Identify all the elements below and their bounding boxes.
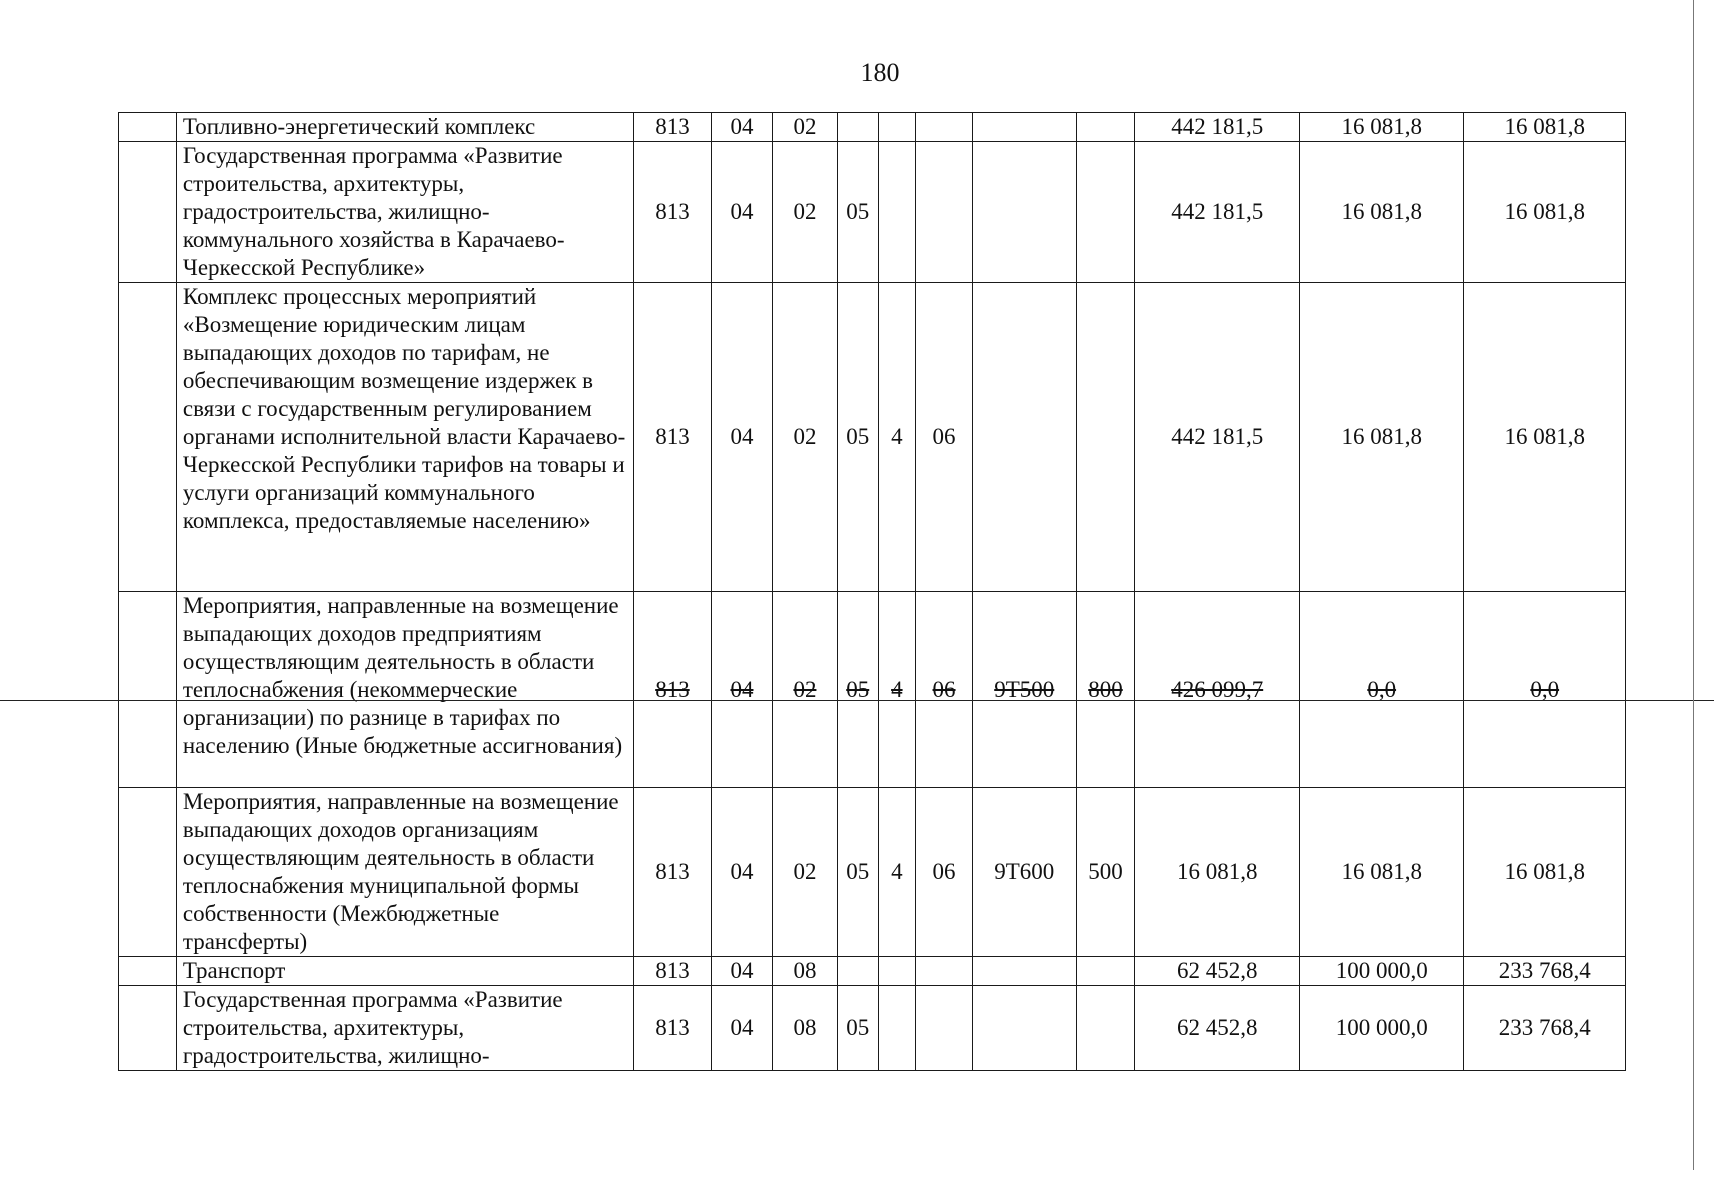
code-complex [916,113,973,142]
code-program: 05 [837,986,878,1071]
row-index-cell [119,113,177,142]
item-name: Мероприятия, направленные на возмещение выпадающих доходов предприятиям осуществляющим деятельность в области теплоснабжения (некоммерческие организации) по разнице в тарифах по населению (Иные бюджетные ассигнования) [176,592,633,788]
code-expense-type: 500 [1076,788,1135,957]
code-subsection: 08 [772,957,837,986]
amount-year-3: 16 081,8 [1464,113,1626,142]
code-section: 04 [712,142,773,283]
code-program [837,957,878,986]
code-section: 04 [712,788,773,957]
item-name: Мероприятия, направленные на возмещение выпадающих доходов организациям осуществляющим деятельность в области теплоснабжения муниципальной формы собственности (Межбюджетные трансферты) [176,788,633,957]
code-admin: 813 [633,986,711,1071]
amount-year-2: 0,0 [1299,592,1464,788]
amount-year-2: 16 081,8 [1299,113,1464,142]
page-number: 180 [860,58,900,87]
code-type [878,986,916,1071]
code-type [878,113,916,142]
code-complex [916,957,973,986]
amount-year-1: 62 452,8 [1135,957,1300,986]
row-index-cell [119,986,177,1071]
code-expense-type: 800 [1076,592,1135,788]
code-section: 04 [712,113,773,142]
code-complex: 06 [916,283,973,592]
row-index-cell [119,957,177,986]
code-admin: 813 [633,283,711,592]
amount-year-1: 442 181,5 [1135,113,1300,142]
table-row [119,142,1626,283]
item-name: Государственная программа «Развитие строительства, архитектуры, градостроительства, жилищно- [176,986,633,1071]
table-row [119,986,1626,1071]
table-row [119,283,1626,592]
code-admin: 813 [633,113,711,142]
code-direction: 9Т600 [972,788,1076,957]
code-expense-type [1076,957,1135,986]
code-direction: 9Т500 [972,592,1076,788]
amount-year-1: 426 099,7 [1135,592,1300,788]
row-index-cell [119,788,177,957]
item-name: Государственная программа «Развитие строительства, архитектуры, градостроительства, жилищно-коммунального хозяйства в Карачаево-Черкесской Республике» [176,142,633,283]
code-subsection: 02 [772,113,837,142]
code-complex: 06 [916,592,973,788]
code-complex [916,142,973,283]
code-admin: 813 [633,957,711,986]
amount-year-3: 16 081,8 [1464,142,1626,283]
code-section: 04 [712,283,773,592]
amount-year-1: 442 181,5 [1135,283,1300,592]
code-subsection: 02 [772,142,837,283]
code-subsection: 02 [772,283,837,592]
code-admin: 813 [633,592,711,788]
table-row [119,957,1626,986]
code-direction [972,142,1076,283]
amount-year-2: 16 081,8 [1299,788,1464,957]
amount-year-2: 100 000,0 [1299,957,1464,986]
amount-year-1: 62 452,8 [1135,986,1300,1071]
amount-year-3: 233 768,4 [1464,986,1626,1071]
code-expense-type [1076,283,1135,592]
code-direction [972,986,1076,1071]
item-name: Комплекс процессных мероприятий «Возмещение юридическим лицам выпадающих доходов по тарифам, не обеспечивающим возмещение издержек в связи с государственным регулированием органами исполнительной власти Карачаево-Черкесской Республики тарифов на товары и услуги организаций коммунального комплекса, предоставляемые населению» [176,283,633,592]
code-type: 4 [878,788,916,957]
row-index-cell [119,592,177,788]
code-admin: 813 [633,142,711,283]
amount-year-3: 16 081,8 [1464,788,1626,957]
code-type: 4 [878,283,916,592]
code-program: 05 [837,788,878,957]
code-expense-type [1076,113,1135,142]
scan-edge-line [1693,0,1694,1170]
code-direction [972,957,1076,986]
amount-year-3: 16 081,8 [1464,283,1626,592]
code-subsection: 02 [772,788,837,957]
code-complex: 06 [916,788,973,957]
scan-cut-line [0,700,1714,701]
code-program: 05 [837,592,878,788]
code-section: 04 [712,592,773,788]
code-direction [972,283,1076,592]
code-admin: 813 [633,788,711,957]
amount-year-1: 442 181,5 [1135,142,1300,283]
code-program: 05 [837,283,878,592]
table-row [119,113,1626,142]
code-subsection: 08 [772,986,837,1071]
amount-year-3: 0,0 [1464,592,1626,788]
code-direction [972,113,1076,142]
code-type [878,142,916,283]
code-section: 04 [712,957,773,986]
code-subsection: 02 [772,592,837,788]
table-row [119,592,1626,788]
code-expense-type [1076,142,1135,283]
code-expense-type [1076,986,1135,1071]
item-name: Транспорт [176,957,633,986]
item-name: Топливно-энергетический комплекс [176,113,633,142]
amount-year-2: 100 000,0 [1299,986,1464,1071]
amount-year-3: 233 768,4 [1464,957,1626,986]
budget-table [118,112,1626,1071]
amount-year-2: 16 081,8 [1299,142,1464,283]
code-program: 05 [837,142,878,283]
code-complex [916,986,973,1071]
code-type [878,957,916,986]
amount-year-1: 16 081,8 [1135,788,1300,957]
amount-year-2: 16 081,8 [1299,283,1464,592]
code-program [837,113,878,142]
table-row [119,788,1626,957]
row-index-cell [119,283,177,592]
code-section: 04 [712,986,773,1071]
row-index-cell [119,142,177,283]
code-type: 4 [878,592,916,788]
